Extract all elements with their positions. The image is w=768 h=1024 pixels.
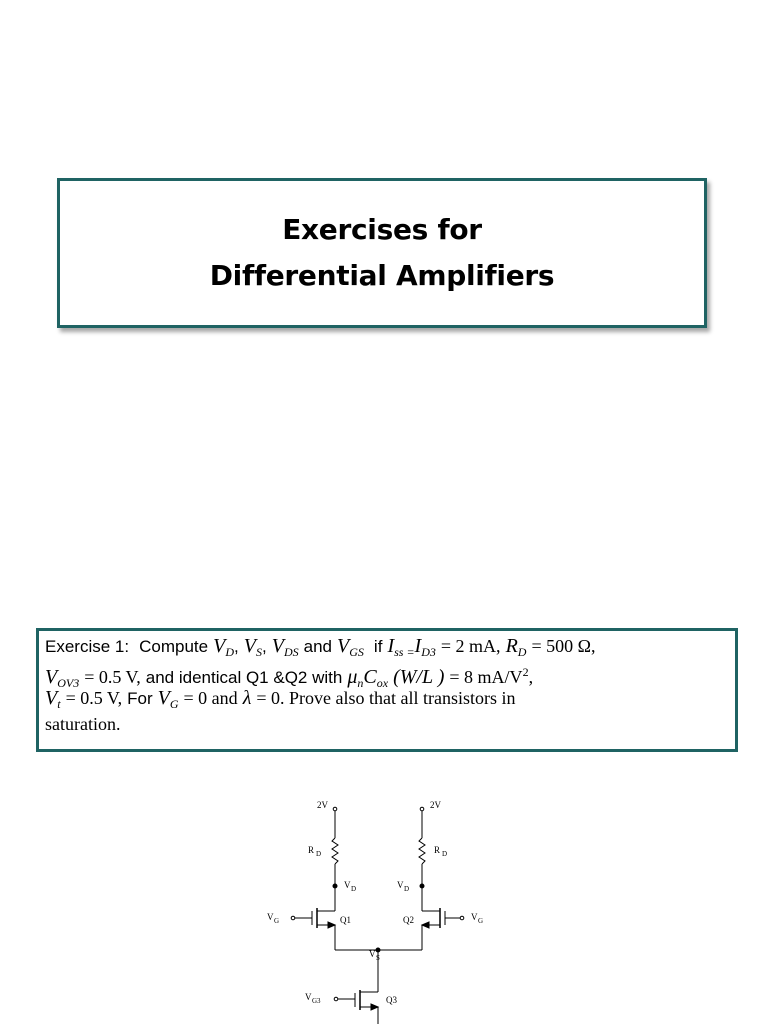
var-i: I <box>414 635 422 657</box>
eq-0-prove: = 0. Prove also that all transistors in <box>256 688 516 708</box>
and-word: and <box>303 637 332 656</box>
var-v: V <box>337 635 350 657</box>
lambda: λ <box>242 687 252 709</box>
mu: μ <box>347 666 358 688</box>
rd-label-right: R <box>434 845 441 855</box>
resistor-rd-right <box>419 838 425 864</box>
var-v: V <box>157 687 170 709</box>
vg-node-left <box>291 916 295 920</box>
vg-label-left: V <box>267 912 274 922</box>
vd-sub-left: D <box>351 885 357 893</box>
q3-label: Q3 <box>386 995 397 1005</box>
vg-sub-left: G <box>274 917 280 925</box>
sub-d: D <box>225 645 234 659</box>
eq-05v: = 0.5 V, <box>84 667 141 687</box>
supply-label-right: 2V <box>430 800 441 810</box>
sub-d: D <box>517 645 527 659</box>
exercise-box <box>36 628 738 752</box>
supply-node-left <box>333 807 337 811</box>
q1-label: Q1 <box>340 915 351 925</box>
exercise-line-1 <box>45 633 729 659</box>
sub-s: S <box>255 645 262 659</box>
var-v: V <box>213 635 226 657</box>
title-line-1: Exercises for <box>282 213 482 246</box>
q2-label: Q2 <box>403 915 414 925</box>
supply-label-left: 2V <box>317 800 328 810</box>
comma: , <box>234 637 239 656</box>
sub-gs: GS <box>349 645 364 659</box>
if-word: if <box>373 637 383 656</box>
comma2: , <box>528 667 534 687</box>
vg-node-right <box>460 916 464 920</box>
drain-node-left <box>333 884 337 888</box>
rd-sub-right: D <box>442 850 448 858</box>
saturation: saturation. <box>45 714 121 734</box>
title-line-2: Differential Amplifiers <box>209 259 555 292</box>
w-over-l: (W/L ) <box>393 666 445 688</box>
supply-node-right <box>420 807 424 811</box>
var-v: V <box>243 635 256 657</box>
rd-label-left: R <box>308 845 315 855</box>
var-v: V <box>271 635 284 657</box>
compute-word: Compute <box>139 637 209 656</box>
comma: , <box>261 637 267 656</box>
sub-n: n <box>357 676 364 690</box>
exercise-line-2 <box>45 659 729 690</box>
vd-sub-right: D <box>404 885 410 893</box>
eq-8: = 8 mA/V <box>449 667 523 687</box>
eq-500: = 500 Ω, <box>531 636 596 656</box>
vg-label-right: V <box>471 912 478 922</box>
vg3-node <box>334 997 338 1001</box>
sub-ss: ss = <box>394 645 415 659</box>
sub-ox: ox <box>376 676 389 690</box>
vd-label-right: V <box>397 880 404 890</box>
exercise-line-3 <box>45 685 729 711</box>
differential-amplifier-schematic <box>262 796 492 1024</box>
drain-node-right <box>420 884 424 888</box>
sub-g: G <box>169 697 179 711</box>
var-v: V <box>45 666 58 688</box>
var-v: V <box>45 687 58 709</box>
q2-source-arrow <box>422 922 429 928</box>
exercise-label: Exercise 1: <box>45 637 130 656</box>
vs-label: V <box>369 949 376 959</box>
exercise-line-4 <box>45 711 729 737</box>
resistor-rd-left <box>332 838 338 864</box>
q3-source-arrow <box>371 1004 378 1010</box>
sub-ov3: OV3 <box>57 676 80 690</box>
vg3-label: V <box>305 992 312 1002</box>
var-c: C <box>363 666 377 688</box>
q1-source-arrow <box>328 922 335 928</box>
vg3-sub: G3 <box>312 997 321 1005</box>
eq-2ma: = 2 mA, <box>440 636 501 656</box>
eq-0-and: = 0 and <box>183 688 238 708</box>
vg-sub-right: G <box>478 917 484 925</box>
var-i: I <box>387 635 395 657</box>
and-identical: and identical Q1 &Q2 with <box>145 668 343 687</box>
vs-sub: S <box>376 954 380 962</box>
eq-05v-2: = 0.5 V, <box>65 688 123 708</box>
sub-ds: DS <box>283 645 299 659</box>
rd-sub-left: D <box>316 850 322 858</box>
sub-d3: D3 <box>421 645 436 659</box>
sup-2: 2 <box>522 665 529 679</box>
for-word: For <box>127 689 153 708</box>
sub-t: t <box>57 697 61 711</box>
title-box <box>57 178 707 328</box>
vd-label-left: V <box>344 880 351 890</box>
var-r: R <box>505 635 518 657</box>
